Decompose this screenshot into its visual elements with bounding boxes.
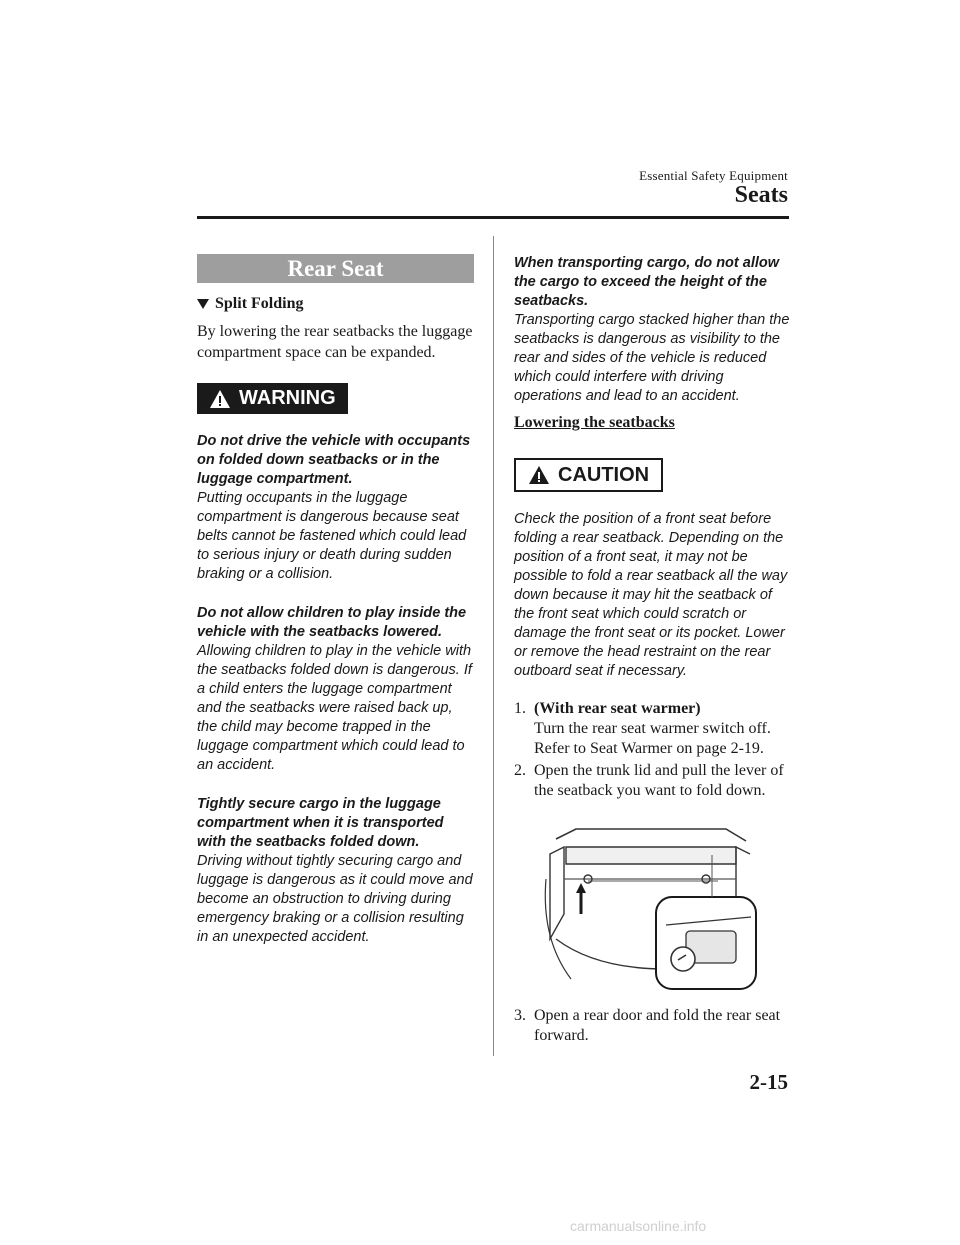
chapter-title: Essential Safety Equipment bbox=[639, 168, 788, 183]
step-2-number: 2. bbox=[514, 762, 526, 779]
warning-4-text: Transporting cargo stacked higher than the seatbacks is dangerous as visibility to the rear and sides of the vehicle is reduced which could interfere with driving operations and lead to an accident. bbox=[514, 312, 790, 404]
warning-badge bbox=[197, 383, 348, 414]
caution-icon bbox=[528, 465, 550, 485]
step-1-body bbox=[534, 699, 792, 759]
warning-1-bold: Do not drive the vehicle with occupants on folded down seatbacks or in the luggage compartment. bbox=[197, 433, 471, 487]
page-title: Rear Seat bbox=[197, 254, 474, 283]
left-column bbox=[197, 254, 474, 967]
trunk-lever-illustration bbox=[536, 819, 766, 994]
caution-label: CAUTION bbox=[558, 463, 650, 486]
header-rule bbox=[197, 216, 789, 219]
step-1 bbox=[514, 699, 792, 759]
trunk-illustration-svg bbox=[536, 819, 766, 994]
step-1-bold: (With rear seat warmer) bbox=[534, 700, 701, 717]
warning-2-text: Allowing children to play in the vehicle with the seatbacks folded down is dangerous. If a child enters the luggage compartment and the seatbacks were raised back up, the child may become trapped in the luggage compartment which could lead to an accident. bbox=[197, 643, 472, 773]
warning-1-text: Putting occupants in the luggage compartment is dangerous because seat belts cannot be fastened which could lead to serious injury or death during sudden braking or a collision. bbox=[197, 490, 467, 582]
right-column bbox=[514, 254, 792, 1048]
step-3-text: Open a rear door and fold the rear seat forward. bbox=[534, 1007, 781, 1044]
warning-3-bold: Tightly secure cargo in the luggage compartment when it is transported with the seatbacks folded down. bbox=[197, 796, 444, 850]
warning-4-bold: When transporting cargo, do not allow the cargo to exceed the height of the seatbacks. bbox=[514, 255, 780, 309]
step-2-text: Open the trunk lid and pull the lever of the seatback you want to fold down. bbox=[534, 762, 784, 799]
triangle-bullet-icon bbox=[197, 299, 209, 309]
warning-icon bbox=[209, 389, 231, 409]
warning-3-text: Driving without tightly securing cargo and luggage is dangerous as it could move and become an obstruction to driving during emergency braking or a collision resulting in an unexpected accident. bbox=[197, 853, 473, 945]
step-2 bbox=[514, 761, 792, 801]
intro-paragraph: By lowering the rear seatbacks the luggage compartment space can be expanded. bbox=[197, 323, 473, 361]
warning-label: WARNING bbox=[239, 387, 336, 409]
caution-text: Check the position of a front seat before folding a rear seatback. Depending on the position of a front seat, it may not be possible to fold a rear seatback all the way down because it may hit the seatback of the front seat which could scratch or damage the front seat or its pocket. Lower or remove the head restraint on the rear outboard seat if necessary. bbox=[514, 511, 788, 679]
steps-list-continued bbox=[514, 1006, 792, 1046]
page-number: 2-15 bbox=[749, 1070, 788, 1094]
section-title: Seats bbox=[734, 182, 788, 208]
column-divider bbox=[493, 236, 494, 1056]
lowering-heading: Lowering the seatbacks bbox=[514, 414, 675, 431]
step-1-number: 1. bbox=[514, 700, 526, 717]
step-1-text: Turn the rear seat warmer switch off. Refer to Seat Warmer on page 2-19. bbox=[534, 720, 771, 757]
step-3 bbox=[514, 1006, 792, 1046]
caution-badge bbox=[514, 458, 663, 492]
subheading-text: Split Folding bbox=[215, 295, 304, 312]
steps-list bbox=[514, 699, 792, 801]
warning-2-bold: Do not allow children to play inside the vehicle with the seatbacks lowered. bbox=[197, 605, 467, 640]
subheading bbox=[197, 295, 474, 313]
footer-watermark: carmanualsonline.info bbox=[570, 1218, 707, 1234]
step-3-number: 3. bbox=[514, 1007, 526, 1024]
